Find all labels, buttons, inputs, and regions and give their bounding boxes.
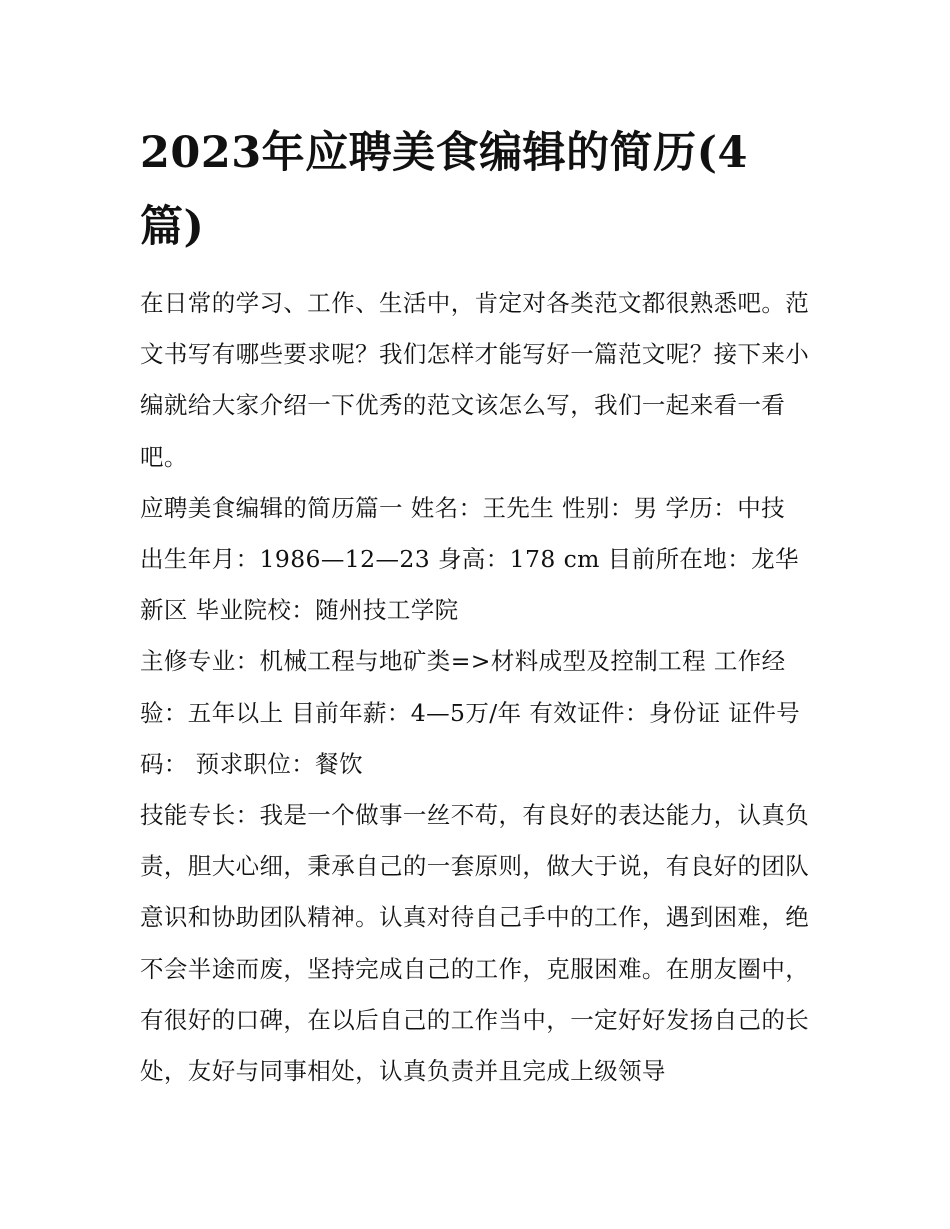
document-body	[140, 116, 812, 1097]
resume-basic-info-paragraph: 应聘美食编辑的简历篇一 姓名：王先生 性别：男 学历：中技 出生年月：1986—12—23 身高：178 cm 目前所在地：龙华新区 毕业院校：随州技工学院	[140, 493, 799, 625]
intro-paragraph: 在日常的学习、工作、生活中，肯定对各类范文都很熟悉吧。范文书写有哪些要求呢？我们怎样才能写好一篇范文呢？接下来小编就给大家介绍一下优秀的范文该怎么写，我们一起来看一看吧。	[140, 289, 810, 471]
resume-major-info-paragraph: 主修专业：机械工程与地矿类=>材料成型及控制工程 工作经验：五年以上 目前年薪：4—5万/年 有效证件：身份证 证件号码： 预求职位：餐饮	[140, 647, 801, 778]
resume-skills-paragraph: 技能专长：我是一个做事一丝不苟，有良好的表达能力，认真负责，胆大心细，秉承自己的一套原则，做大于说，有良好的团队意识和协助团队精神。认真对待自己手中的工作，遇到困难，绝不会半途而废，坚持完成自己的工作，克服困难。在朋友圈中，有很好的口碑，在以后自己的工作当中，一定好好发扬自己的长处，友好与同事相处，认真负责并且完成上级领导	[140, 801, 810, 1086]
document-title: 2023年应聘美食编辑的简历(4篇)	[140, 128, 748, 252]
